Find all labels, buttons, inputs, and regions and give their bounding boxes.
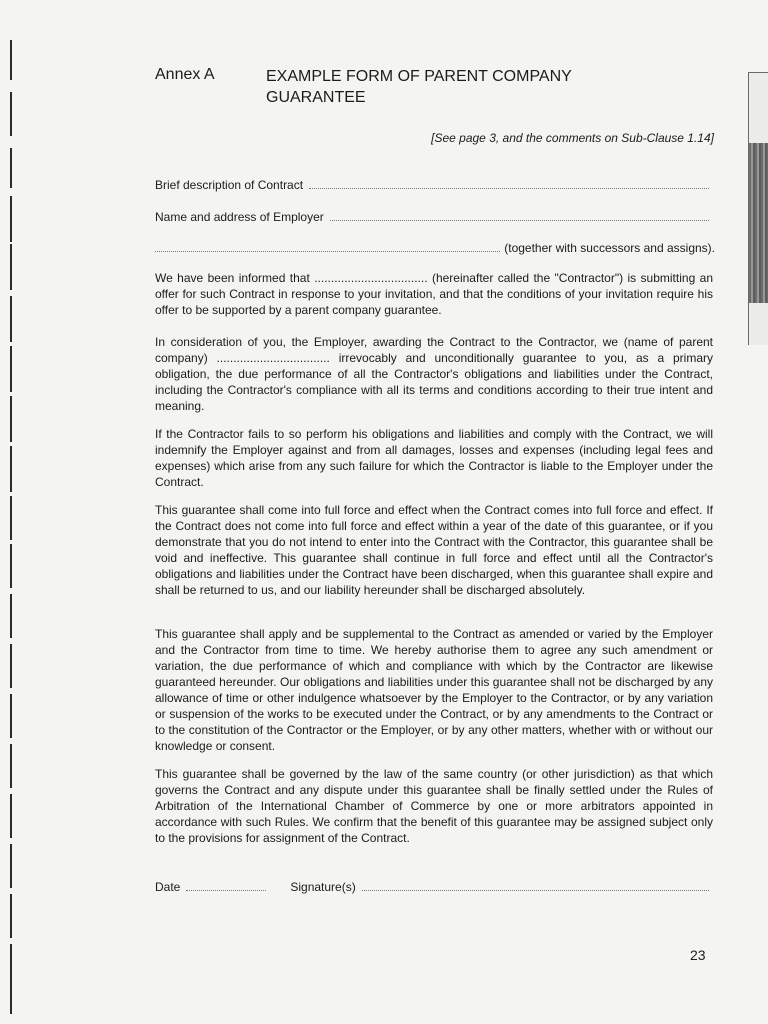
employer-label: Name and address of Employer (155, 210, 324, 224)
binding-mark (10, 496, 12, 540)
paragraph-indemnify: If the Contractor fails to so perform his obligations and liabilities and comply with the Contract, we will indemnify the Employer against and from all damages, losses and expenses (including legal fees and expenses) which arise from any such failure for which the Contractor is liable to the Employer under the Contract. (155, 427, 713, 489)
paragraph-consideration: In consideration of you, the Employer, awarding the Contract to the Contractor, we (name of parent company) .................................. irrevocably and unconditionally guarantee to you, as a primary obligation, the due performance of all the Contractor's obligations and liabilities under the Contract, including the Contractor's compliance with all its terms and conditions according to their true intent and meaning. (155, 335, 713, 413)
binding-mark (10, 296, 12, 342)
paragraph-contractor-informed: We have been informed that .................................. (hereinafter called the "Contractor") is submitting an offer for such Contract in response to your invitation, and that the conditions of your invitation require his offer to be supported by a parent company guarantee. (155, 271, 713, 317)
annex-label: Annex A (155, 66, 215, 83)
date-label: Date (155, 880, 181, 894)
signature-block (155, 880, 713, 894)
edge-tab-band (749, 143, 768, 303)
successors-suffix: (together with successors and assigns). (504, 241, 715, 255)
binding-mark (10, 396, 12, 442)
fill-in-line (330, 220, 709, 221)
section-edge-tab (748, 72, 768, 345)
reference-note: [See page 3, and the comments on Sub-Clause 1.14] (431, 131, 714, 145)
binding-mark (10, 844, 12, 888)
employer-field (155, 210, 713, 224)
binding-mark (10, 694, 12, 738)
employer-continuation-field (155, 241, 715, 255)
signature-label: Signature(s) (290, 880, 356, 894)
paragraph-supplemental: This guarantee shall apply and be supplemental to the Contract as amended or varied by the Employer and the Contractor from time to time. We hereby authorise them to agree any such amendment or variation, the due performance of which and compliance with which by the Contractor are likewise guaranteed hereunder. Our obligations and liabilities under this guarantee shall not be discharged by any allowance of time or other indulgence whatsoever by the Employer to the Contractor, or by any variation or suspension of the works to be executed under the Contract, or by any amendments to the Contract or to the constitution of the Contractor or the Employer, or by any other matters, whether with or without our knowledge or consent. (155, 627, 713, 753)
binding-mark (10, 594, 12, 638)
binding-mark (10, 40, 12, 80)
fill-in-line (309, 188, 709, 189)
binding-edge (0, 0, 28, 1024)
paragraph-force-and-effect: This guarantee shall come into full force and effect when the Contract comes into full force and effect. If the Contract does not come into full force and effect within a year of the date of this guarantee, or if you demonstrate that you do not intend to enter into the Contract with the Contractor, this guarantee shall be void and ineffective. This guarantee shall continue in full force and effect until all the Contractor's obligations and liabilities under the Contract have been discharged, when this guarantee shall expire and shall be returned to us, and our liability hereunder shall be discharged absolutely. (155, 503, 713, 597)
binding-mark (10, 148, 12, 188)
binding-mark (10, 244, 12, 290)
binding-mark (10, 944, 12, 1014)
binding-mark (10, 794, 12, 838)
contract-description-field (155, 178, 713, 192)
binding-mark (10, 92, 12, 136)
binding-mark (10, 894, 12, 938)
binding-mark (10, 644, 12, 688)
binding-mark (10, 446, 12, 492)
fill-in-line (155, 251, 500, 252)
binding-mark (10, 744, 12, 788)
binding-mark (10, 346, 12, 392)
binding-mark (10, 544, 12, 588)
signature-line (362, 890, 709, 891)
page-title (266, 66, 686, 108)
contract-description-label: Brief description of Contract (155, 178, 304, 192)
binding-mark (10, 196, 12, 242)
page-number: 23 (690, 947, 706, 963)
title-line-1: EXAMPLE FORM OF PARENT COMPANY (266, 68, 572, 85)
paragraph-governing-law: This guarantee shall be governed by the law of the same country (or other jurisdiction) as that which governs the Contract and any dispute under this guarantee shall be finally settled under the Rules of Arbitration of the International Chamber of Commerce by one or more arbitrators appointed in accordance with such Rules. We confirm that the benefit of this guarantee may be assigned subject only to the provisions for assignment of the Contract. (155, 767, 713, 845)
date-line (186, 890, 266, 891)
title-line-2: GUARANTEE (266, 89, 366, 106)
